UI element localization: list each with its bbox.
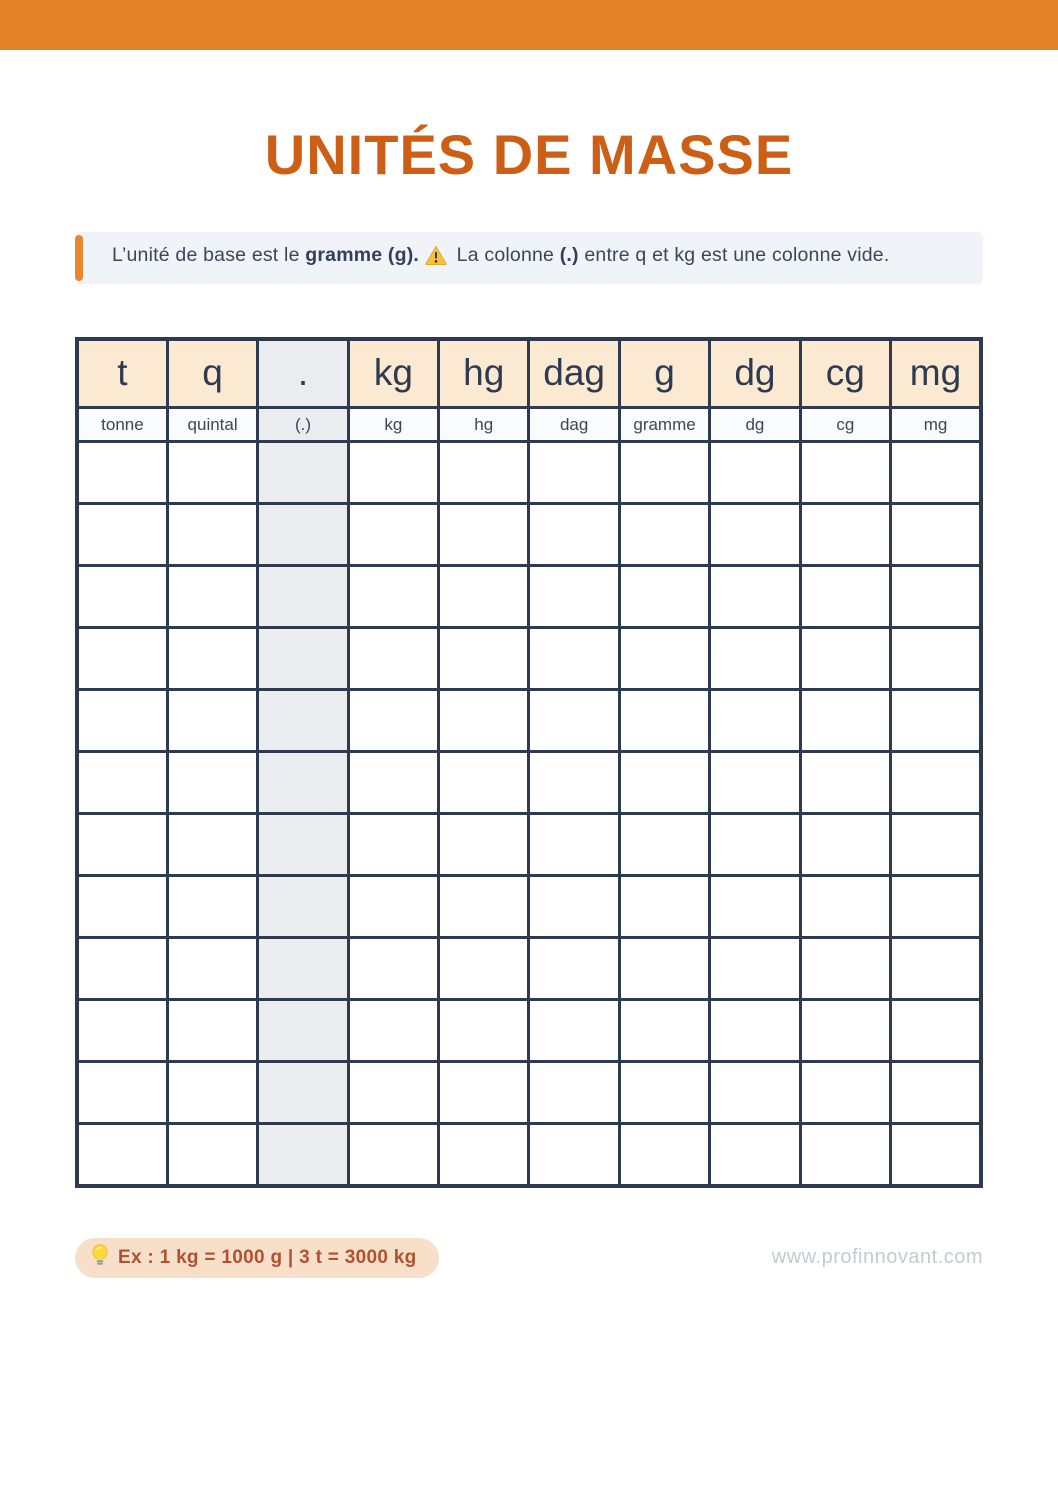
empty-cell-cg-r4 (800, 628, 890, 690)
empty-cell-mg-r1 (891, 442, 981, 504)
empty-cell-g-r3 (619, 566, 709, 628)
col-label-mg: mg (891, 408, 981, 442)
empty-cell-hg-r9 (439, 938, 529, 1000)
info-part1: L’unité de base est le (112, 244, 306, 267)
empty-cell-g-r5 (619, 690, 709, 752)
empty-cell-hg-r12 (439, 1124, 529, 1186)
empty-cell-dot-r11 (258, 1062, 348, 1124)
empty-cell-q-r3 (167, 566, 257, 628)
col-label-t: tonne (77, 408, 167, 442)
empty-row-5 (77, 690, 981, 752)
empty-cell-t-r6 (77, 752, 167, 814)
empty-cell-q-r8 (167, 876, 257, 938)
empty-cell-dag-r10 (529, 1000, 619, 1062)
col-label-hg: hg (439, 408, 529, 442)
empty-cell-cg-r9 (800, 938, 890, 1000)
empty-cell-dag-r3 (529, 566, 619, 628)
empty-cell-dag-r5 (529, 690, 619, 752)
empty-cell-kg-r6 (348, 752, 438, 814)
empty-cell-t-r11 (77, 1062, 167, 1124)
empty-cell-g-r12 (619, 1124, 709, 1186)
empty-cell-dg-r10 (710, 1000, 800, 1062)
example-badge (75, 1238, 439, 1278)
col-symbol-dag: dag (529, 339, 619, 408)
empty-cell-dot-r8 (258, 876, 348, 938)
empty-cell-dg-r5 (710, 690, 800, 752)
empty-cell-dag-r9 (529, 938, 619, 1000)
empty-cell-t-r9 (77, 938, 167, 1000)
empty-row-1 (77, 442, 981, 504)
empty-cell-kg-r2 (348, 504, 438, 566)
empty-cell-cg-r10 (800, 1000, 890, 1062)
empty-row-9 (77, 938, 981, 1000)
empty-cell-g-r9 (619, 938, 709, 1000)
empty-cell-dot-r6 (258, 752, 348, 814)
empty-cell-g-r8 (619, 876, 709, 938)
info-bold-dot: (.) (559, 244, 579, 267)
empty-cell-dg-r7 (710, 814, 800, 876)
col-label-dot: (.) (258, 408, 348, 442)
top-accent-bar (0, 0, 1058, 50)
page-title: UNITÉS DE MASSE (264, 123, 794, 186)
empty-cell-t-r3 (77, 566, 167, 628)
empty-cell-q-r4 (167, 628, 257, 690)
empty-row-2 (77, 504, 981, 566)
empty-cell-dg-r11 (710, 1062, 800, 1124)
example-text: Ex : 1 kg = 1000 g | 3 t = 3000 kg (118, 1246, 417, 1268)
info-bold-gramme: gramme (g). (305, 244, 420, 267)
empty-cell-dg-r1 (710, 442, 800, 504)
lightbulb-icon (91, 1243, 109, 1273)
empty-cell-dot-r12 (258, 1124, 348, 1186)
empty-cell-mg-r5 (891, 690, 981, 752)
empty-cell-dag-r7 (529, 814, 619, 876)
empty-cell-hg-r3 (439, 566, 529, 628)
empty-cell-kg-r3 (348, 566, 438, 628)
empty-cell-mg-r8 (891, 876, 981, 938)
empty-cell-dag-r4 (529, 628, 619, 690)
footer (75, 1238, 983, 1278)
empty-cell-dot-r4 (258, 628, 348, 690)
empty-cell-dot-r7 (258, 814, 348, 876)
empty-cell-g-r1 (619, 442, 709, 504)
empty-cell-hg-r7 (439, 814, 529, 876)
empty-cell-mg-r2 (891, 504, 981, 566)
empty-cell-g-r6 (619, 752, 709, 814)
empty-cell-hg-r10 (439, 1000, 529, 1062)
empty-cell-cg-r8 (800, 876, 890, 938)
empty-cell-dg-r9 (710, 938, 800, 1000)
empty-row-6 (77, 752, 981, 814)
empty-cell-dg-r8 (710, 876, 800, 938)
empty-cell-mg-r10 (891, 1000, 981, 1062)
empty-row-8 (77, 876, 981, 938)
col-label-g: gramme (619, 408, 709, 442)
empty-cell-t-r5 (77, 690, 167, 752)
empty-cell-hg-r4 (439, 628, 529, 690)
empty-cell-dot-r5 (258, 690, 348, 752)
col-symbol-mg: mg (891, 339, 981, 408)
col-symbol-hg: hg (439, 339, 529, 408)
empty-cell-mg-r12 (891, 1124, 981, 1186)
col-symbol-g: g (619, 339, 709, 408)
empty-cell-dg-r6 (710, 752, 800, 814)
empty-cell-q-r11 (167, 1062, 257, 1124)
empty-cell-cg-r2 (800, 504, 890, 566)
empty-cell-dg-r4 (710, 628, 800, 690)
warning-icon (425, 245, 447, 271)
col-symbol-kg: kg (348, 339, 438, 408)
empty-cell-t-r4 (77, 628, 167, 690)
col-label-cg: cg (800, 408, 890, 442)
empty-cell-dot-r2 (258, 504, 348, 566)
empty-cell-hg-r1 (439, 442, 529, 504)
empty-cell-dag-r2 (529, 504, 619, 566)
empty-cell-q-r12 (167, 1124, 257, 1186)
col-label-q: quintal (167, 408, 257, 442)
empty-cell-t-r10 (77, 1000, 167, 1062)
empty-cell-q-r7 (167, 814, 257, 876)
empty-cell-hg-r11 (439, 1062, 529, 1124)
col-label-dg: dg (710, 408, 800, 442)
name-header-row (77, 408, 981, 442)
empty-row-3 (77, 566, 981, 628)
empty-cell-t-r1 (77, 442, 167, 504)
col-symbol-cg: cg (800, 339, 890, 408)
empty-cell-mg-r11 (891, 1062, 981, 1124)
empty-cell-dag-r1 (529, 442, 619, 504)
empty-cell-t-r12 (77, 1124, 167, 1186)
empty-cell-dot-r1 (258, 442, 348, 504)
col-label-kg: kg (348, 408, 438, 442)
empty-cell-t-r2 (77, 504, 167, 566)
empty-cell-cg-r3 (800, 566, 890, 628)
empty-cell-dag-r8 (529, 876, 619, 938)
empty-cell-dag-r11 (529, 1062, 619, 1124)
empty-cell-kg-r4 (348, 628, 438, 690)
info-part3: entre q et kg est une colonne vide. (578, 244, 890, 267)
accent-bar (75, 235, 83, 281)
empty-cell-dot-r3 (258, 566, 348, 628)
empty-cell-g-r10 (619, 1000, 709, 1062)
empty-cell-dg-r12 (710, 1124, 800, 1186)
empty-cell-cg-r5 (800, 690, 890, 752)
col-symbol-t: t (77, 339, 167, 408)
empty-cell-dag-r6 (529, 752, 619, 814)
col-label-dag: dag (529, 408, 619, 442)
symbol-header-row (77, 339, 981, 408)
empty-cell-cg-r12 (800, 1124, 890, 1186)
empty-cell-q-r2 (167, 504, 257, 566)
empty-cell-t-r8 (77, 876, 167, 938)
empty-cell-g-r4 (619, 628, 709, 690)
empty-cell-hg-r2 (439, 504, 529, 566)
empty-cell-t-r7 (77, 814, 167, 876)
empty-row-10 (77, 1000, 981, 1062)
empty-cell-mg-r6 (891, 752, 981, 814)
empty-cell-q-r5 (167, 690, 257, 752)
empty-cell-kg-r9 (348, 938, 438, 1000)
empty-cell-kg-r7 (348, 814, 438, 876)
empty-row-11 (77, 1062, 981, 1124)
empty-cell-dot-r9 (258, 938, 348, 1000)
empty-cell-cg-r6 (800, 752, 890, 814)
empty-cell-hg-r5 (439, 690, 529, 752)
empty-cell-cg-r1 (800, 442, 890, 504)
empty-cell-mg-r9 (891, 938, 981, 1000)
empty-cell-g-r2 (619, 504, 709, 566)
empty-cell-cg-r11 (800, 1062, 890, 1124)
info-text (112, 244, 889, 271)
col-symbol-q: q (167, 339, 257, 408)
empty-cell-kg-r1 (348, 442, 438, 504)
empty-cell-dag-r12 (529, 1124, 619, 1186)
empty-cell-mg-r7 (891, 814, 981, 876)
empty-cell-q-r10 (167, 1000, 257, 1062)
col-symbol-dot: . (258, 339, 348, 408)
col-symbol-dg: dg (710, 339, 800, 408)
website-url: www.profinnovant.com (771, 1246, 983, 1269)
empty-cell-kg-r10 (348, 1000, 438, 1062)
empty-cell-kg-r8 (348, 876, 438, 938)
empty-row-4 (77, 628, 981, 690)
empty-cell-kg-r11 (348, 1062, 438, 1124)
empty-cell-hg-r6 (439, 752, 529, 814)
empty-cell-g-r11 (619, 1062, 709, 1124)
empty-cell-kg-r12 (348, 1124, 438, 1186)
empty-cell-q-r9 (167, 938, 257, 1000)
empty-cell-mg-r4 (891, 628, 981, 690)
info-part2: La colonne (451, 244, 560, 267)
empty-cell-dot-r10 (258, 1000, 348, 1062)
empty-cell-mg-r3 (891, 566, 981, 628)
empty-row-7 (77, 814, 981, 876)
empty-cell-dg-r2 (710, 504, 800, 566)
empty-cell-hg-r8 (439, 876, 529, 938)
empty-cell-dg-r3 (710, 566, 800, 628)
empty-cell-q-r6 (167, 752, 257, 814)
info-callout (75, 232, 983, 284)
empty-row-12 (77, 1124, 981, 1186)
empty-cell-kg-r5 (348, 690, 438, 752)
empty-cell-q-r1 (167, 442, 257, 504)
empty-cell-cg-r7 (800, 814, 890, 876)
empty-cell-g-r7 (619, 814, 709, 876)
mass-units-table (75, 337, 983, 1188)
